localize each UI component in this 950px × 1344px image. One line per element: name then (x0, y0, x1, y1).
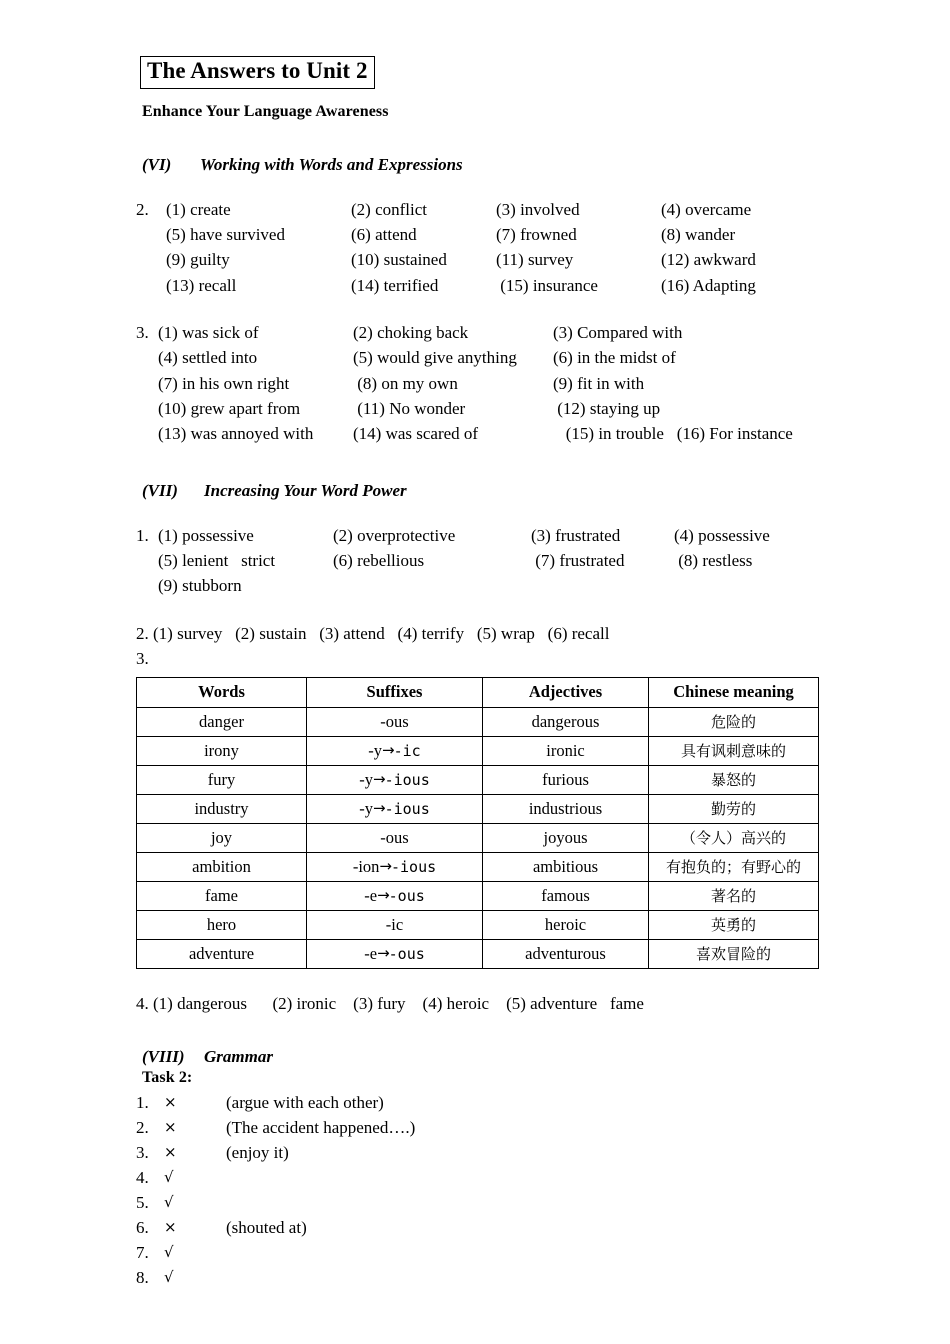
column-header-suffixes: Suffixes (307, 678, 483, 708)
answer-row (136, 222, 826, 247)
answer-cell: (7) frustrated (531, 551, 625, 571)
item-number: 5. (136, 1192, 149, 1212)
item-note: (The accident happened….) (226, 1117, 416, 1137)
chinese-text: （令人）高兴的 (680, 829, 786, 848)
grammar-task-list (136, 1091, 826, 1291)
section-number-vi: (VI) (142, 154, 172, 174)
item-number: 1. (136, 1092, 149, 1112)
cell-suffix (307, 737, 483, 766)
answer-cell: (13) was annoyed with (158, 424, 314, 444)
cell-chinese (649, 882, 819, 911)
answer-cell: (8) wander (661, 225, 736, 245)
row-spacer (136, 273, 166, 298)
answer-cell: (11) survey (496, 250, 574, 270)
exercise-2-number: 2. (136, 199, 149, 219)
list-item (136, 1266, 826, 1291)
row-spacer (136, 573, 158, 598)
cross-icon: × (164, 1142, 177, 1161)
answer-cell: (8) on my own (353, 373, 458, 393)
cell-suffix (307, 853, 483, 882)
chinese-text: 著名的 (710, 887, 756, 906)
arrow-icon: → (377, 885, 389, 904)
answer-cell: (16) Adapting (661, 275, 756, 295)
document-subtitle: Enhance Your Language Awareness (142, 102, 389, 120)
check-icon: √ (164, 1167, 174, 1186)
cell-adjective: industrious (483, 795, 649, 824)
answer-cell: (15) insurance (496, 275, 598, 295)
suffix-to: -ious (391, 857, 437, 876)
cell-word: hero (137, 911, 307, 940)
answer-cell: (2) conflict (351, 199, 427, 219)
row-spacer (136, 421, 158, 446)
answer-row (136, 247, 826, 272)
suffix-from: -ous (380, 711, 409, 731)
answer-cell: (9) fit in with (553, 373, 645, 393)
answer-cell: (5) would give anything (353, 348, 517, 368)
chinese-text: 有抱负的；有野心的 (665, 858, 801, 877)
column-header-adjectives: Adjectives (483, 678, 649, 708)
table-row (137, 737, 819, 766)
item-number: 8. (136, 1267, 149, 1287)
answer-cell: (12) awkward (661, 250, 756, 270)
answer-row (136, 548, 826, 573)
row-spacer (136, 222, 166, 247)
answer-cell: (2) overprotective (333, 525, 456, 545)
cell-adjective: adventurous (483, 940, 649, 969)
suffix-from: -e (364, 885, 378, 905)
cell-adjective: joyous (483, 824, 649, 853)
answer-cell: (12) staying up (553, 399, 661, 419)
arrow-icon: → (379, 856, 391, 875)
chinese-text: 危险的 (710, 713, 756, 732)
cell-chinese (649, 766, 819, 795)
cell-word: ambition (137, 853, 307, 882)
answer-cell: (6) attend (351, 225, 417, 245)
cell-suffix (307, 766, 483, 795)
answer-cell: (9) stubborn (158, 576, 242, 596)
row-spacer (136, 371, 158, 396)
answer-row (136, 371, 826, 396)
answer-cell: (1) was sick of (158, 323, 259, 343)
row-spacer (136, 345, 158, 370)
suffix-from: -y (359, 798, 373, 818)
chinese-text: 具有讽刺意味的 (680, 742, 786, 761)
document-title-box (140, 56, 375, 89)
suffix-table (136, 677, 819, 969)
answer-row (136, 345, 826, 370)
section-heading-vi (142, 155, 826, 175)
answer-cell: (14) was scared of (353, 424, 479, 444)
answer-cell: (4) possessive (674, 525, 770, 545)
answer-cell: (1) possessive (158, 525, 254, 545)
list-item (136, 1191, 826, 1216)
answer-row (136, 273, 826, 298)
cell-word: irony (137, 737, 307, 766)
answer-cell: (10) sustained (351, 250, 447, 270)
cell-chinese (649, 940, 819, 969)
cell-suffix (307, 824, 483, 853)
chinese-text: 英勇的 (710, 916, 756, 935)
cross-icon: × (164, 1217, 177, 1236)
suffix-to: -ous (388, 886, 425, 905)
check-icon: √ (164, 1242, 174, 1261)
item-number: 3. (136, 1142, 149, 1162)
check-icon: √ (164, 1267, 174, 1286)
cross-icon: × (164, 1092, 177, 1111)
cell-chinese (649, 853, 819, 882)
cell-adjective: ironic (483, 737, 649, 766)
exercise-3-number: 3. (136, 323, 149, 343)
cross-icon: × (164, 1117, 177, 1136)
table-row (137, 708, 819, 737)
list-item (136, 1166, 826, 1191)
suffix-from: -e (364, 943, 378, 963)
answer-cell: (5) have survived (166, 225, 285, 245)
answer-row (136, 523, 826, 548)
cell-adjective: ambitious (483, 853, 649, 882)
cell-adjective: heroic (483, 911, 649, 940)
answer-cell: (1) create (166, 199, 231, 219)
arrow-icon: → (377, 943, 389, 962)
table-row (137, 824, 819, 853)
exercise-3-block (136, 320, 826, 447)
word-power-4-line: 4. (1) dangerous (2) ironic (3) fury (4) heroic (5) adventure fame (136, 994, 644, 1014)
section-number-viii: (VIII) (142, 1046, 185, 1066)
item-number: 7. (136, 1242, 149, 1262)
answer-row (136, 421, 826, 446)
table-row (137, 882, 819, 911)
page-title: The Answers to Unit 2 (147, 58, 368, 83)
row-spacer (136, 548, 158, 573)
suffix-to: -ious (384, 770, 430, 789)
cell-suffix (307, 795, 483, 824)
table-row (137, 853, 819, 882)
item-note: (enjoy it) (226, 1142, 289, 1162)
answer-cell: (2) choking back (353, 323, 469, 343)
task-label: Task 2: (142, 1068, 193, 1086)
answer-cell: (7) in his own right (158, 373, 290, 393)
answer-cell: (11) No wonder (353, 399, 466, 419)
cell-word: danger (137, 708, 307, 737)
column-header-chinese-meaning: Chinese meaning (649, 678, 819, 708)
cell-suffix (307, 911, 483, 940)
suffix-from: -ion (352, 856, 380, 876)
column-header-words: Words (137, 678, 307, 708)
answer-cell: (3) frustrated (531, 525, 621, 545)
answer-cell: (10) grew apart from (158, 399, 301, 419)
answer-cell: (4) overcame (661, 199, 752, 219)
answer-cell: (5) lenient strict (158, 551, 276, 571)
section-title-viii: Grammar (204, 1046, 273, 1066)
answer-cell: (15) in trouble (16) For instance (553, 424, 793, 444)
table-row (137, 911, 819, 940)
suffix-to: -ious (384, 799, 430, 818)
cell-suffix (307, 940, 483, 969)
answer-row (136, 197, 826, 222)
item-number: 2. (136, 1117, 149, 1137)
arrow-icon: → (373, 798, 385, 817)
chinese-text: 暴怒的 (710, 771, 756, 790)
item-number: 4. (136, 1167, 149, 1187)
section-heading-vii (142, 481, 826, 501)
row-spacer (136, 247, 166, 272)
item-note: (argue with each other) (226, 1092, 384, 1112)
exercise-2-block (136, 197, 826, 298)
answer-cell: (6) rebellious (333, 551, 425, 571)
cell-word: joy (137, 824, 307, 853)
section-heading-viii (142, 1047, 826, 1067)
list-item (136, 1241, 826, 1266)
table-header-row (137, 678, 819, 708)
answer-cell: (14) terrified (351, 275, 439, 295)
cell-adjective: dangerous (483, 708, 649, 737)
answer-cell: (3) Compared with (553, 323, 683, 343)
section-title-vii: Increasing Your Word Power (204, 480, 407, 500)
word-power-1-number: 1. (136, 525, 149, 545)
list-item (136, 1141, 826, 1166)
document-body (136, 56, 826, 1291)
row-spacer (136, 396, 158, 421)
answer-cell: (7) frowned (496, 225, 577, 245)
arrow-icon: → (373, 769, 385, 788)
cell-word: fury (137, 766, 307, 795)
suffix-from: -y (359, 769, 373, 789)
cell-chinese (649, 911, 819, 940)
answer-cell: (13) recall (166, 275, 237, 295)
answer-cell: (8) restless (674, 551, 753, 571)
cell-word: industry (137, 795, 307, 824)
list-item (136, 1216, 826, 1241)
suffix-to: -ous (388, 944, 425, 963)
cell-chinese (649, 708, 819, 737)
cell-adjective: furious (483, 766, 649, 795)
table-row (137, 795, 819, 824)
cell-adjective: famous (483, 882, 649, 911)
cell-chinese (649, 737, 819, 766)
cell-suffix (307, 882, 483, 911)
section-title-vi: Working with Words and Expressions (200, 154, 463, 174)
suffix-to: -ic (393, 741, 421, 760)
suffix-from: -ous (380, 827, 409, 847)
cell-word: fame (137, 882, 307, 911)
suffix-from: -y (368, 740, 383, 760)
answer-row (136, 320, 826, 345)
answer-row (136, 396, 826, 421)
answer-cell: (4) settled into (158, 348, 258, 368)
cell-chinese (649, 795, 819, 824)
suffix-from: -ic (385, 914, 404, 934)
cell-chinese (649, 824, 819, 853)
list-item (136, 1116, 826, 1141)
word-power-2-line: 2. (1) survey (2) sustain (3) attend (4) terrify (5) wrap (6) recall (136, 623, 610, 643)
cell-word: adventure (137, 940, 307, 969)
chinese-text: 勤劳的 (710, 800, 756, 819)
answer-cell: (9) guilty (166, 250, 230, 270)
item-note: (shouted at) (226, 1217, 307, 1237)
table-row (137, 940, 819, 969)
list-item (136, 1091, 826, 1116)
answer-cell: (3) involved (496, 199, 580, 219)
section-number-vii: (VII) (142, 480, 178, 500)
item-number: 6. (136, 1217, 149, 1237)
answer-row (136, 573, 826, 598)
table-row (137, 766, 819, 795)
check-icon: √ (164, 1192, 174, 1211)
cell-suffix (307, 708, 483, 737)
word-power-3-number: 3. (136, 649, 149, 669)
word-power-1-block (136, 523, 826, 599)
answer-cell: (6) in the midst of (553, 348, 676, 368)
chinese-text: 喜欢冒险的 (695, 945, 771, 964)
arrow-icon: → (382, 740, 394, 759)
